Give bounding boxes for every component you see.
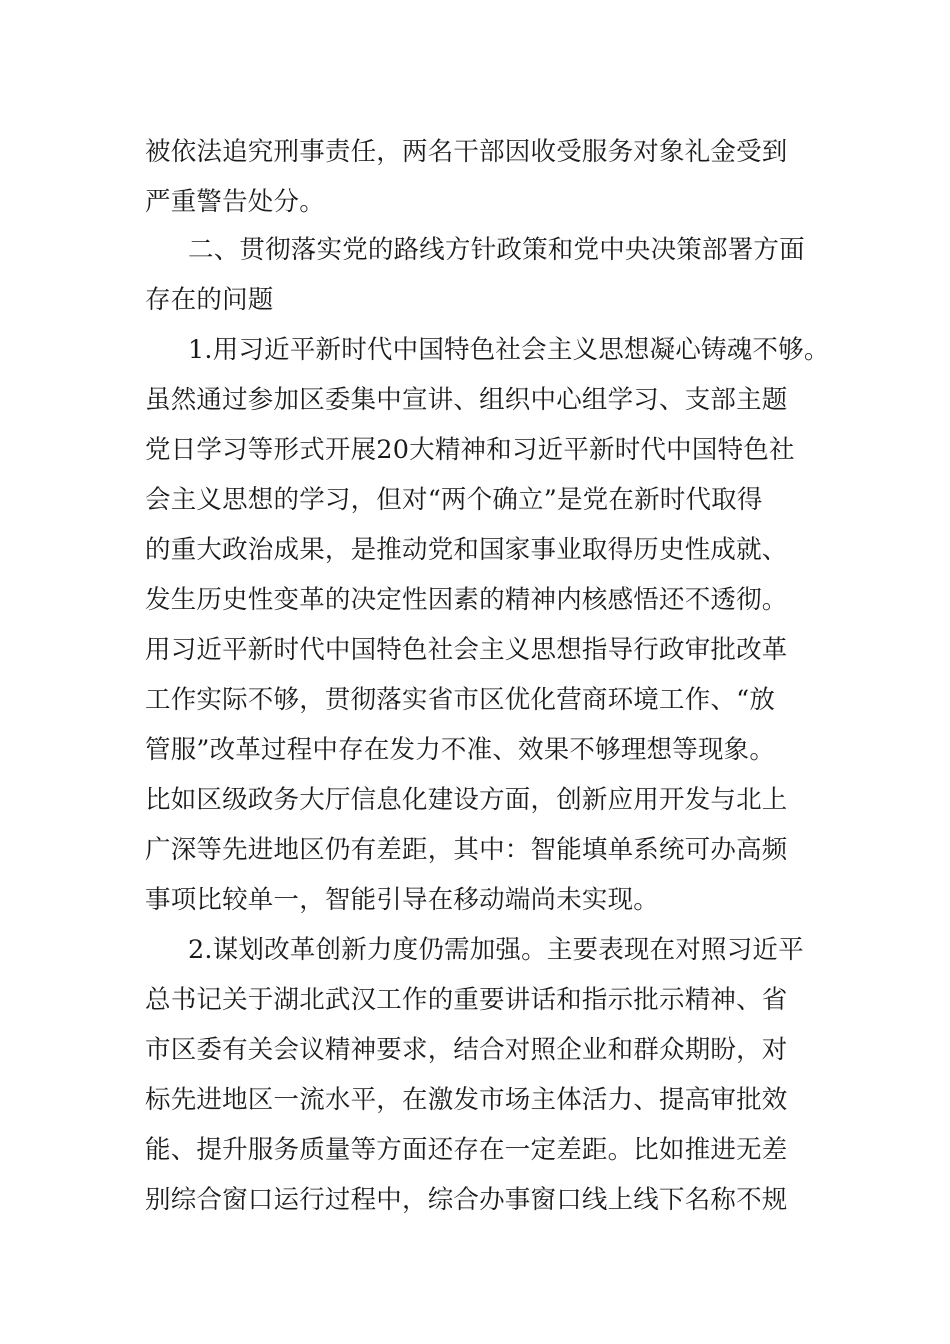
item-heading-line: 2.谋划改革创新力度仍需加强。主要表现在对照习近平 xyxy=(188,935,804,965)
text-line: 会主义思想的学习，但对“两个确立”是党在新时代取得 xyxy=(145,485,763,515)
text-line: 别综合窗口运行过程中，综合办事窗口线上线下名称不规 xyxy=(145,1185,788,1215)
text-line: 标先进地区一流水平，在激发市场主体活力、提高审批效 xyxy=(145,1085,788,1115)
text-line: 工作实际不够，贯彻落实省市区优化营商环境工作、“放 xyxy=(145,685,776,715)
item-heading-line: 1.用习近平新时代中国特色社会主义思想凝心铸魂不够。 xyxy=(188,335,830,365)
text-line: 党日学习等形式开展20大精神和习近平新时代中国特色社 xyxy=(145,435,795,465)
section-heading-line: 二、贯彻落实党的路线方针政策和党中央决策部署方面 xyxy=(188,235,805,265)
text-line: 事项比较单一，智能引导在移动端尚未实现。 xyxy=(145,885,660,915)
text-line: 被依法追究刑事责任，两名干部因收受服务对象礼金受到 xyxy=(145,137,788,167)
text-line: 虽然通过参加区委集中宣讲、组织中心组学习、支部主题 xyxy=(145,385,788,415)
text-line: 市区委有关会议精神要求，结合对照企业和群众期盼，对 xyxy=(145,1035,788,1065)
text-line: 的重大政治成果，是推动党和国家事业取得历史性成就、 xyxy=(145,535,788,565)
text-line: 比如区级政务大厅信息化建设方面，创新应用开发与北上 xyxy=(145,785,788,815)
text-line: 总书记关于湖北武汉工作的重要讲话和指示批示精神、省 xyxy=(145,985,788,1015)
text-line: 发生历史性变革的决定性因素的精神内核感悟还不透彻。 xyxy=(145,585,788,615)
text-line: 用习近平新时代中国特色社会主义思想指导行政审批改革 xyxy=(145,635,788,665)
text-line: 广深等先进地区仍有差距，其中：智能填单系统可办高频 xyxy=(145,835,788,865)
text-line: 能、提升服务质量等方面还存在一定差距。比如推进无差 xyxy=(145,1135,788,1165)
text-line: 管服”改革过程中存在发力不准、效果不够理想等现象。 xyxy=(145,735,776,765)
section-heading-line: 存在的问题 xyxy=(145,285,274,315)
text-line: 严重警告处分。 xyxy=(145,187,325,217)
